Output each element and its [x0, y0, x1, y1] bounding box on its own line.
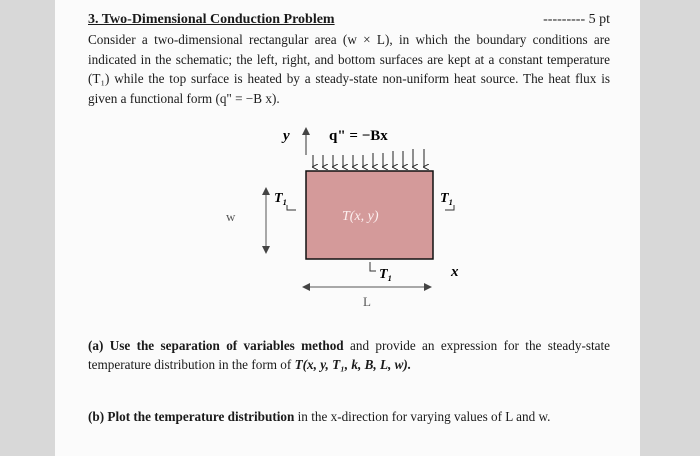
y-axis-label: y — [283, 128, 290, 144]
heat-flux-label: q" = −Bx — [329, 128, 388, 144]
left-temperature-label: T₁ — [274, 191, 288, 206]
problem-description: Consider a two-dimensional rectangular area (w × L), in which the boundary conditions are indicated in the schematic; the left, right, and bottom surfaces are kept at a constant temperature (T₁) while the top surface is heated by a steady-state non-uniform heat source. The heat flux is given a functional form (q" = −B x). — [88, 32, 610, 106]
heat-flux-arrows — [313, 149, 424, 167]
part-a-form: T(x, y, T₁, k, B, L, w). — [294, 357, 412, 372]
problem-title: 3. Two-Dimensional Conduction Problem — [88, 12, 335, 27]
part-a-lead: (a) Use the separation of variables method — [88, 338, 344, 353]
x-axis-label: x — [451, 264, 459, 280]
part-b-question — [88, 407, 610, 426]
part-a-text: and provide an expression for the steady-state temperature distribution in the form of — [88, 338, 611, 372]
part-b-lead: (b) Plot the temperature distribution — [88, 409, 295, 424]
part-a-question — [88, 336, 610, 374]
right-temperature-label: T₁ — [440, 191, 454, 206]
bottom-bracket — [370, 262, 376, 271]
part-b-text: in the x-direction for varying values of L and w. — [297, 409, 551, 424]
height-label: w — [226, 209, 236, 224]
problem-points: --------- 5 pt — [543, 12, 610, 27]
bottom-temperature-label: T₁ — [379, 267, 393, 282]
interior-temperature-label: T(x, y) — [342, 209, 379, 224]
left-bracket — [287, 205, 296, 210]
length-label: L — [363, 294, 371, 309]
